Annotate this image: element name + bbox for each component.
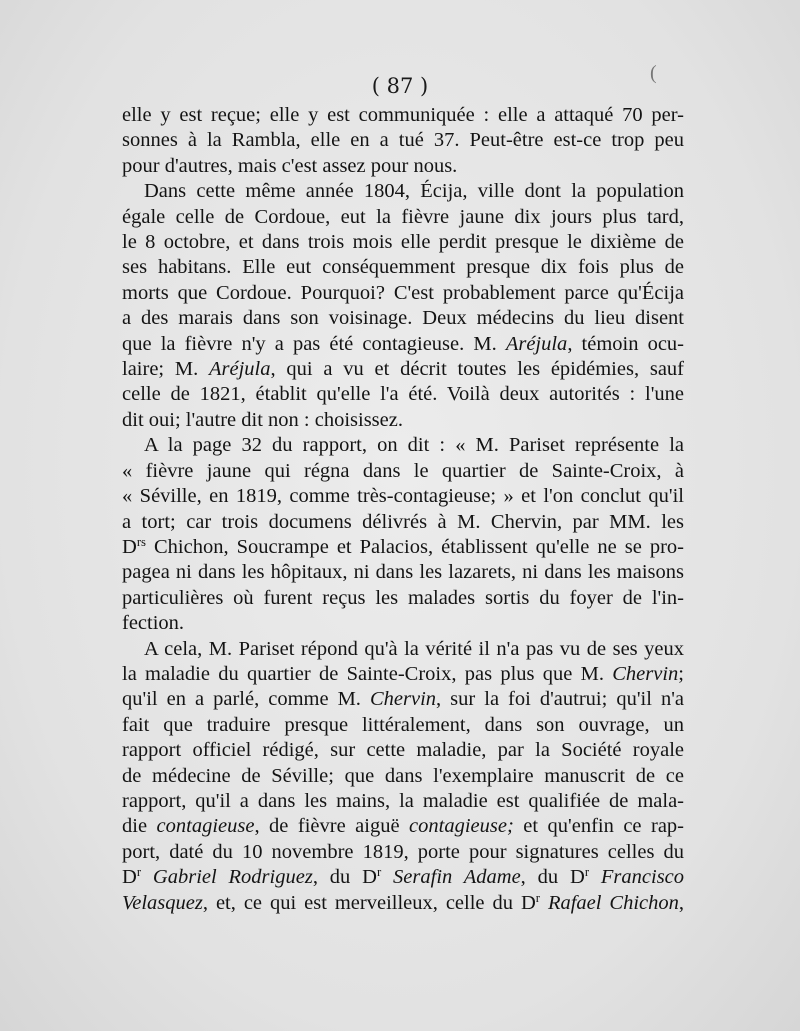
text-line [122, 713, 684, 738]
text-line [122, 128, 684, 153]
text-line [122, 560, 684, 585]
text-line [122, 357, 684, 382]
superscript: r [535, 890, 540, 905]
text-line [122, 255, 684, 280]
text-segment: , sur la foi d'autrui; qu'il n'a [436, 688, 684, 711]
superscript: r [584, 865, 590, 880]
text-segment: ; [678, 662, 684, 685]
text-segment: particulières où furent reçus les malades sortis du foyer de l'in- [122, 586, 684, 609]
text-line [122, 332, 684, 357]
italic-text: contagieuse; [409, 815, 514, 838]
text-segment: A cela, M. Pariset répond qu'à la vérité il n'a pas vu de ses yeux [144, 637, 684, 660]
text-segment: que la fièvre n'y a pas été contagieuse. M. [122, 332, 506, 355]
text-line [122, 382, 684, 407]
text-segment: port, daté du 10 novembre 1819, porte pour signatures celles du [122, 840, 684, 863]
italic-text: Gabriel Rodriguez [152, 866, 313, 889]
text-segment: « Séville, en 1819, comme très-contagieuse; » et l'on conclut qu'il [122, 485, 684, 508]
text-line [122, 154, 684, 179]
text-segment: « fièvre jaune qui régna dans le quartier de Sainte-Croix, à [122, 459, 684, 482]
text-line [122, 865, 684, 890]
text-segment: , qui a vu et décrit toutes les épidémies, sauf [270, 358, 684, 381]
text-segment: a tort; car trois documens délivrés à M. Chervin, par MM. les [122, 510, 684, 533]
italic-text: Chervin [612, 662, 679, 685]
text-line [122, 408, 684, 433]
text-line [122, 738, 684, 763]
text-segment: qu'il en a parlé, comme M. [122, 688, 370, 711]
text-segment [381, 866, 393, 888]
text-segment [589, 866, 601, 888]
text-line [122, 611, 684, 636]
text-segment: de médecine de Séville; que dans l'exemplaire manuscrit de ce [122, 764, 684, 787]
text-segment: fait que traduire presque littéralement, dans son ouvrage, un [122, 713, 684, 736]
italic-text: Francisco [600, 866, 685, 889]
text-line [122, 789, 684, 814]
text-segment: laire; M. [122, 358, 210, 381]
text-segment: le 8 octobre, et dans trois mois elle perdit presque le dixième de [122, 231, 684, 254]
text-segment: celle de 1821, établit qu'elle l'a été. Voilà deux autorités : l'une [122, 383, 684, 406]
text-segment: égale celle de Cordoue, eut la fièvre jaune dix jours plus tard, [122, 205, 684, 228]
text-line [122, 764, 684, 789]
text-segment: ses habitans. Elle eut conséquemment presque dix fois plus de [122, 256, 684, 279]
italic-text: Serafin Adame [393, 866, 521, 889]
text-segment: A la page 32 du rapport, on dit : « M. Pariset représente la [144, 434, 684, 457]
text-segment: elle y est reçue; elle y est communiquée : elle a attaqué 70 per- [122, 104, 684, 126]
italic-text: Rafael Chichon [547, 891, 679, 914]
superscript: r [376, 865, 382, 880]
text-segment: , du D [312, 866, 377, 889]
text-line [122, 586, 684, 611]
italic-text: Aréjula [505, 332, 568, 355]
text-segment: a des marais dans son voisinage. Deux médecins du lieu disent [122, 307, 684, 330]
text-line [122, 891, 684, 916]
text-line [122, 281, 684, 306]
text-line [122, 662, 684, 687]
text-line [122, 306, 684, 331]
text-line [122, 637, 684, 662]
text-segment: , et, ce qui est merveilleux, celle du D [202, 891, 536, 914]
text-segment: D [122, 535, 137, 558]
text-line [122, 510, 684, 535]
text-line [122, 814, 684, 839]
superscript: r [136, 865, 142, 880]
text-segment: morts que Cordoue. Pourquoi? C'est probablement parce qu'Écija [122, 281, 684, 304]
text-line [122, 840, 684, 865]
italic-text: Aréjula [209, 358, 271, 381]
italic-text: Velasquez [122, 891, 203, 914]
text-segment: et qu'enfin ce rap- [513, 815, 685, 838]
text-line [122, 103, 684, 128]
text-line [122, 205, 684, 230]
text-segment: la maladie du quartier de Sainte-Croix, pas plus que M. [122, 662, 613, 685]
text-segment: rapport, qu'il a dans les mains, la maladie est qualifiée de mala- [122, 789, 684, 812]
text-line [122, 179, 684, 204]
text-segment: , témoin ocu- [567, 332, 684, 355]
text-segment: fection. [122, 612, 185, 635]
corner-mark: ( [650, 62, 657, 84]
text-line [122, 433, 684, 458]
text-segment: D [122, 866, 137, 889]
superscript: rs [136, 534, 146, 549]
text-line [122, 459, 684, 484]
text-segment: Dans cette même année 1804, Écija, ville dont la population [144, 180, 684, 203]
text-line [122, 230, 684, 255]
page-number: ( 87 ) [371, 74, 429, 98]
text-segment: die [122, 815, 157, 838]
text-segment: , du D [520, 866, 585, 889]
text-segment: , de fièvre aiguë [254, 815, 410, 838]
text-segment: pagea ni dans les hôpitaux, ni dans les lazarets, ni dans les maisons [122, 561, 684, 584]
italic-text: Chervin [369, 688, 437, 711]
text-line [122, 535, 684, 560]
text-segment [540, 892, 548, 914]
text-segment: sonnes à la Rambla, elle en a tué 37. Peut-être est-ce trop peu [122, 129, 684, 152]
text-line [122, 484, 684, 509]
text-segment [141, 866, 153, 888]
italic-text: contagieuse [156, 815, 255, 838]
body-text [122, 103, 684, 916]
text-segment: dit oui; l'autre dit non : choisissez. [122, 408, 403, 431]
text-segment: , [678, 891, 685, 914]
text-line [122, 687, 684, 712]
text-segment: pour d'autres, mais c'est assez pour nous. [122, 154, 458, 177]
text-segment: Chichon, Soucrampe et Palacios, établissent qu'elle ne se pro- [146, 535, 684, 558]
text-segment: rapport officiel rédigé, sur cette maladie, par la Société royale [122, 739, 684, 762]
